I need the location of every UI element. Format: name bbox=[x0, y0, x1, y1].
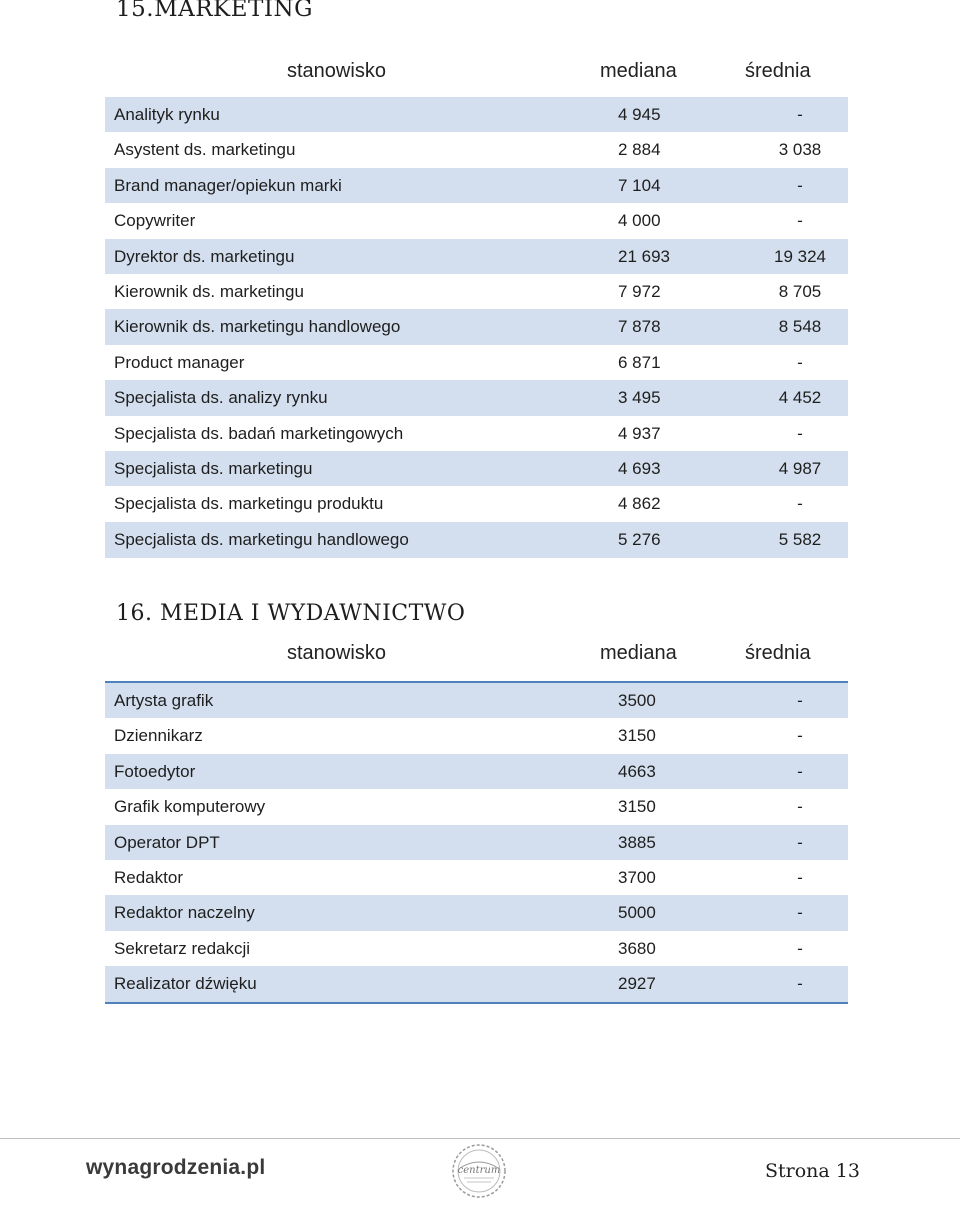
cell-median: 3150 bbox=[618, 726, 656, 746]
cell-position: Artysta grafik bbox=[114, 691, 214, 710]
table-row bbox=[105, 754, 848, 789]
centrum-logo-text: centrum bbox=[457, 1165, 501, 1176]
cell-position: Sekretarz redakcji bbox=[114, 938, 251, 958]
cell-average: - bbox=[797, 797, 803, 817]
cell-median: 2 884 bbox=[618, 140, 661, 160]
table-row bbox=[105, 789, 848, 824]
cell-median: 3 495 bbox=[618, 388, 661, 408]
header-median: mediana bbox=[600, 642, 677, 664]
table-header bbox=[105, 637, 848, 683]
cell-position: Brand manager/opiekun marki bbox=[114, 175, 342, 195]
table-row bbox=[105, 239, 848, 274]
cell-average: - bbox=[797, 494, 803, 514]
cell-median: 3150 bbox=[618, 797, 656, 817]
table-row bbox=[105, 451, 848, 486]
cell-position: Kierownik ds. marketingu bbox=[114, 281, 304, 301]
cell-median: 3500 bbox=[618, 691, 656, 710]
cell-average: - bbox=[797, 423, 803, 443]
cell-average: 4 987 bbox=[778, 458, 822, 478]
cell-median: 5000 bbox=[618, 903, 656, 923]
cell-median: 3885 bbox=[618, 832, 656, 852]
media-salary-table bbox=[105, 637, 848, 1004]
table-row bbox=[105, 168, 848, 203]
table-bottom-rule bbox=[105, 557, 848, 558]
table-body bbox=[105, 97, 848, 557]
cell-median: 21 693 bbox=[618, 246, 670, 266]
header-average: średnia bbox=[745, 642, 811, 664]
cell-position: Specjalista ds. marketingu handlowego bbox=[114, 529, 409, 549]
header-median: mediana bbox=[600, 60, 677, 82]
cell-median: 7 972 bbox=[618, 281, 661, 301]
table-row bbox=[105, 274, 848, 309]
table-row bbox=[105, 97, 848, 132]
cell-average: 3 038 bbox=[778, 140, 822, 160]
cell-position: Specjalista ds. marketingu produktu bbox=[114, 494, 384, 514]
section-title-media: 16. MEDIA I WYDAWNICTWO bbox=[116, 601, 466, 626]
cell-average: 5 582 bbox=[778, 529, 822, 549]
cell-position: Copywriter bbox=[114, 211, 196, 231]
cell-position: Redaktor bbox=[114, 867, 183, 887]
cell-median: 4 937 bbox=[618, 423, 661, 443]
cell-median: 4 000 bbox=[618, 211, 661, 231]
cell-average: - bbox=[797, 211, 803, 231]
table-row bbox=[105, 860, 848, 895]
cell-position: Analityk rynku bbox=[114, 105, 220, 124]
section-title-marketing: 15.MARKETING bbox=[116, 0, 313, 22]
cell-position: Product manager bbox=[114, 352, 245, 372]
cell-median: 7 104 bbox=[618, 175, 661, 195]
table-row bbox=[105, 486, 848, 521]
cell-median: 2927 bbox=[618, 974, 656, 994]
marketing-salary-table bbox=[105, 55, 848, 558]
wynagrodzenia-logo: wynagrodzenia.pl bbox=[86, 1156, 266, 1179]
cell-average: - bbox=[797, 867, 803, 887]
table-row bbox=[105, 683, 848, 718]
centrum-logo-icon bbox=[450, 1142, 508, 1200]
table-bottom-rule bbox=[105, 1002, 848, 1004]
cell-average: - bbox=[797, 903, 803, 923]
cell-median: 6 871 bbox=[618, 352, 661, 372]
cell-average: - bbox=[797, 974, 803, 994]
table-row bbox=[105, 380, 848, 415]
cell-median: 4 945 bbox=[618, 105, 661, 124]
cell-average: 4 452 bbox=[778, 388, 822, 408]
cell-median: 5 276 bbox=[618, 529, 661, 549]
cell-position: Fotoedytor bbox=[114, 761, 196, 781]
cell-position: Asystent ds. marketingu bbox=[114, 140, 296, 160]
cell-position: Kierownik ds. marketingu handlowego bbox=[114, 317, 401, 337]
header-position: stanowisko bbox=[287, 60, 386, 82]
cell-median: 3680 bbox=[618, 938, 656, 958]
header-average: średnia bbox=[745, 60, 811, 82]
cell-position: Specjalista ds. analizy rynku bbox=[114, 388, 328, 408]
cell-position: Dyrektor ds. marketingu bbox=[114, 246, 295, 266]
cell-position: Specjalista ds. marketingu bbox=[114, 458, 313, 478]
cell-average: - bbox=[797, 175, 803, 195]
footer-divider bbox=[0, 1138, 960, 1139]
cell-position: Realizator dźwięku bbox=[114, 974, 257, 994]
cell-average: - bbox=[797, 832, 803, 852]
cell-average: 19 324 bbox=[774, 246, 826, 266]
table-row bbox=[105, 895, 848, 930]
table-header bbox=[105, 55, 848, 97]
table-row bbox=[105, 132, 848, 167]
cell-median: 7 878 bbox=[618, 317, 661, 337]
page-number: Strona 13 bbox=[765, 1160, 860, 1182]
table-row bbox=[105, 416, 848, 451]
cell-average: 8 705 bbox=[778, 281, 822, 301]
table-body bbox=[105, 683, 848, 1002]
table-row bbox=[105, 931, 848, 966]
cell-average: - bbox=[797, 105, 803, 124]
table-row bbox=[105, 825, 848, 860]
table-row bbox=[105, 309, 848, 344]
cell-position: Operator DPT bbox=[114, 832, 220, 852]
table-row bbox=[105, 718, 848, 753]
cell-average: 8 548 bbox=[778, 317, 822, 337]
cell-position: Grafik komputerowy bbox=[114, 797, 266, 817]
cell-average: - bbox=[797, 938, 803, 958]
cell-average: - bbox=[797, 726, 803, 746]
table-row bbox=[105, 522, 848, 557]
table-row bbox=[105, 203, 848, 238]
table-row bbox=[105, 345, 848, 380]
cell-position: Redaktor naczelny bbox=[114, 903, 255, 923]
cell-average: - bbox=[797, 352, 803, 372]
table-row bbox=[105, 966, 848, 1001]
cell-average: - bbox=[797, 761, 803, 781]
cell-position: Dziennikarz bbox=[114, 726, 203, 746]
cell-average: - bbox=[797, 691, 803, 710]
cell-median: 4 862 bbox=[618, 494, 661, 514]
cell-median: 4 693 bbox=[618, 458, 661, 478]
header-position: stanowisko bbox=[287, 642, 386, 664]
cell-median: 3700 bbox=[618, 867, 656, 887]
cell-median: 4663 bbox=[618, 761, 656, 781]
cell-position: Specjalista ds. badań marketingowych bbox=[114, 423, 404, 443]
